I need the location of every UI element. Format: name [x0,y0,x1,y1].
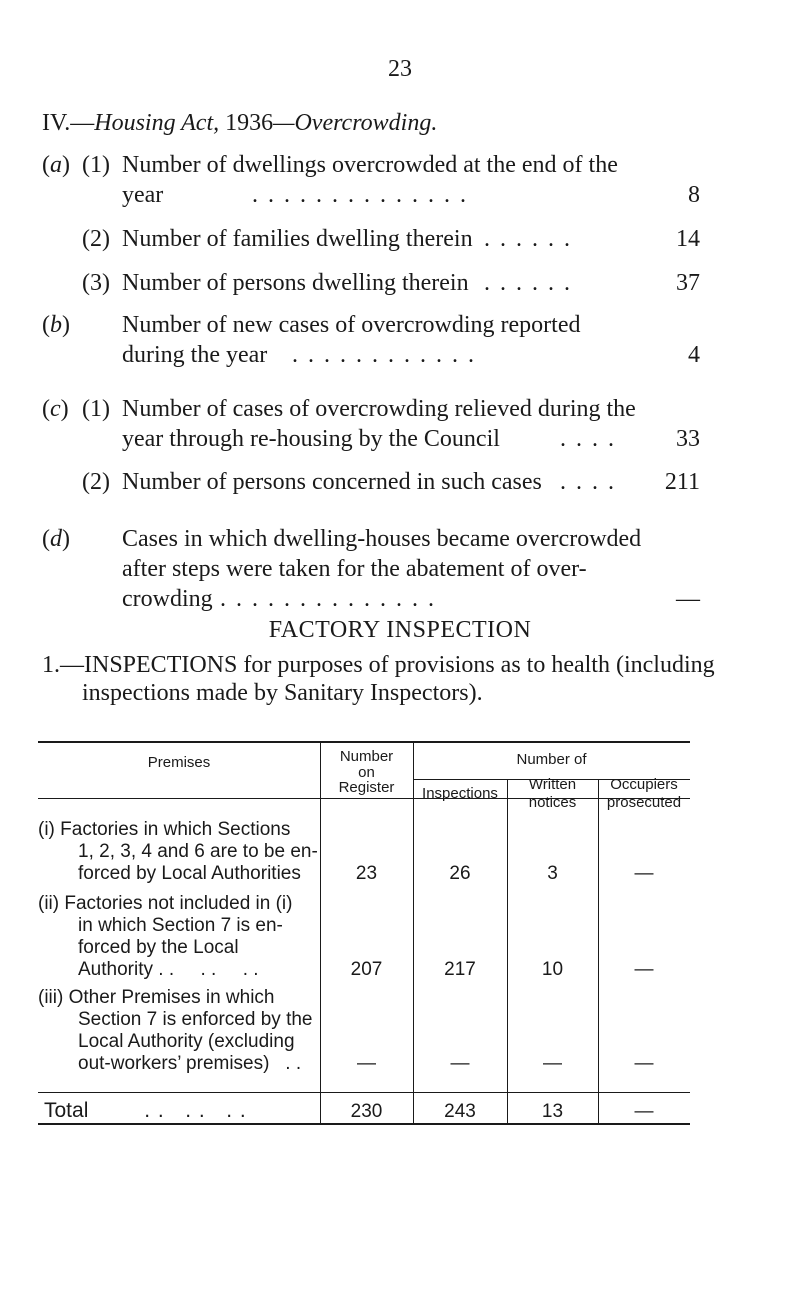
row-iii-line1: (iii) Other Premises in which [38,987,275,1008]
row-iii-inspections: — [450,1053,470,1074]
table-row-ii-premises [38,893,292,981]
item-d-line2: after steps were taken for the abatement of over- [122,556,587,582]
item-a1-value: 8 [688,182,700,208]
item-a1-dots: . . . . . . . . . . . . . . [252,182,468,208]
item-d-line1: Cases in which dwelling-houses became overcrowded [122,526,642,552]
header-prosecuted-line2: prosecuted [606,794,682,811]
item-d-mark: (d) [42,526,70,552]
header-register-line2: on [358,764,375,781]
row-ii-line4: Authority . . . . . . [78,959,259,980]
item-c2-value: 211 [664,469,700,495]
item-d-last-line: crowding [122,586,213,612]
item-d-value: — [676,586,700,612]
table-bottom-rule [38,1123,690,1125]
row-ii-register: 207 [350,959,383,980]
item-a3-num: (3) [82,270,110,296]
row-ii-notices: 10 [541,959,564,980]
total-register: 230 [350,1101,383,1122]
section-iv-heading [42,108,437,138]
item-c2-line: Number of persons concerned in such cases [122,469,542,495]
section-iv-title: Housing Act, [94,110,220,136]
header-premises: Premises [147,754,211,771]
item-a3-line: Number of persons dwelling therein [122,270,469,296]
row-ii-inspections: 217 [444,959,476,980]
item-c-mark: (c) [42,396,69,422]
header-notices-line2: notices [528,794,577,811]
item-c2-num: (2) [82,469,110,495]
row-iii-line4: out-workers’ premises) . . [78,1053,302,1074]
row-i-notices: 3 [547,863,558,884]
item-a2-dots: . . . . . . [484,226,572,252]
total-top-rule [38,1092,690,1093]
total-label: Total [44,1099,89,1122]
item-b-value: 4 [688,342,700,368]
item-a3-dots: . . . . . . [484,270,572,296]
factory-paragraph-line1: 1.—INSPECTIONS for purposes of provisions as to health (including [42,652,715,678]
row-iii-register: — [357,1053,376,1074]
total-prosecuted: — [634,1101,654,1122]
section-iv-prefix: IV.— [42,110,95,136]
row-i-register: 23 [355,863,378,884]
item-b-mark: (b) [42,312,70,338]
row-i-line2: 1, 2, 3, 4 and 6 are to be en- [78,841,318,862]
header-notices-line1: Written [528,776,577,793]
total-row [44,1100,247,1122]
table-row-iii-premises [38,987,312,1075]
item-c2-dots: . . . . [560,469,616,495]
factory-paragraph-line2: inspections made by Sanitary Inspectors). [82,680,483,706]
item-b-dots: . . . . . . . . . . . . [292,342,476,368]
row-iii-line3: Local Authority (excluding [78,1031,295,1052]
row-iii-prosecuted: — [634,1053,654,1074]
item-a2-value: 14 [676,226,700,252]
header-inspections: Inspections [422,785,498,802]
item-b-last-line: during the year [122,342,268,368]
page-number: 23 [388,56,412,82]
header-prosecuted-line1: Occupiers [610,776,678,793]
total-inspections: 243 [444,1101,476,1122]
row-i-line3: forced by Local Authorities [78,863,301,884]
total-notices: 13 [541,1101,564,1122]
factory-heading: FACTORY INSPECTION [268,617,532,643]
item-a2-line: Number of families dwelling therein [122,226,473,252]
item-c1-dots: . . . . [560,426,616,452]
header-register-line1: Number [339,748,394,765]
item-a-mark-label: (a) [42,152,70,178]
row-i-inspections: 26 [449,863,471,884]
item-a3-value: 37 [676,270,700,296]
item-c1-value: 33 [676,426,700,452]
row-ii-line3: forced by the Local [78,937,239,958]
row-iii-line2: Section 7 is enforced by the [78,1009,313,1030]
row-i-prosecuted: — [634,863,654,884]
item-a1-last-line: year [122,182,164,208]
item-a-num: (1) [82,152,110,178]
header-occupiers-prosecuted [598,776,690,812]
row-i-line1: (i) Factories in which Sections [38,819,291,840]
item-c1-line1: Number of cases of overcrowding relieved during the [122,396,636,422]
row-ii-prosecuted: — [634,959,654,980]
section-iv-title-rest: —Overcrowding. [273,110,438,136]
table-top-rule [38,741,690,743]
row-ii-line1: (ii) Factories not included in (i) [38,893,293,914]
row-iii-notices: — [543,1053,562,1074]
header-written-notices [507,776,598,812]
item-b-line1: Number of new cases of overcrowding reported [122,312,581,338]
item-a1-line1: Number of dwellings overcrowded at the end of the [122,152,618,178]
table-row-i-premises [38,819,318,885]
item-d-dots: . . . . . . . . . . . . . . [220,586,436,612]
item-c1-num: (1) [82,396,110,422]
item-c1-last-line: year through re-housing by the Council [122,426,500,452]
header-register [320,748,413,797]
row-ii-line2: in which Section 7 is en- [78,915,283,936]
header-number-of: Number of [516,751,587,768]
header-register-line3: Register [338,779,395,796]
item-a2-num: (2) [82,226,110,252]
section-iv-year: 1936 [225,110,274,136]
total-dots: . . . . . . [144,1099,247,1122]
